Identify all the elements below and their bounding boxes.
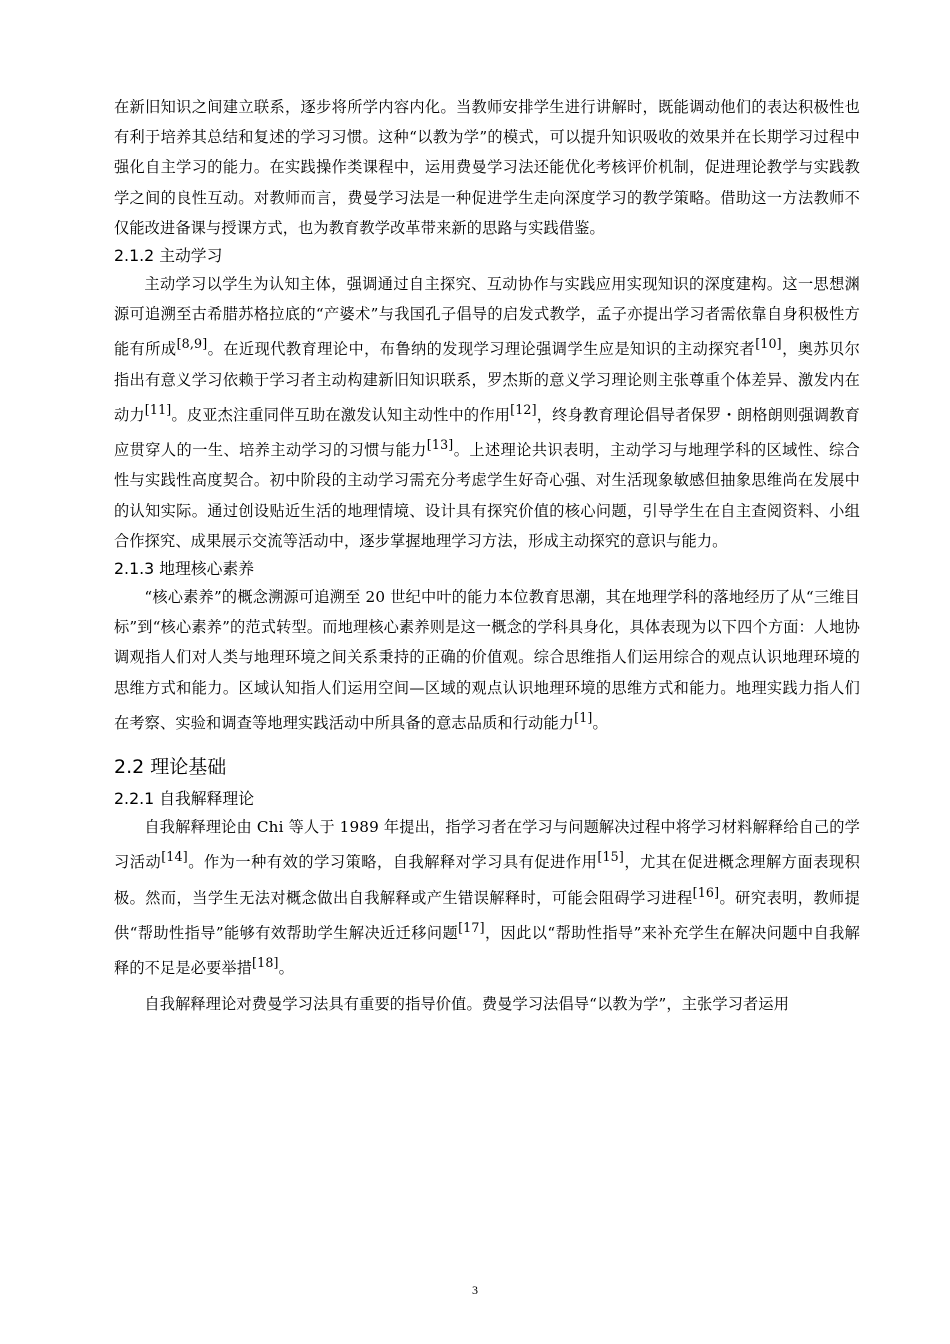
- text-run: ，奥苏贝尔指出有意义学习依赖于学习者主动构建新旧知识联系，罗杰斯的意义学习理论则主张尊重个体差异、激发内在动力: [114, 340, 861, 424]
- text-run: 主动学习以学生为认知主体，强调通过自主探究、互动协作与实践应用实现知识的深度建构。这一思想渊源可追溯至古希腊苏格拉底的“产婆术”与我国孔子倡导的启发式教学，孟子亦提出学习者需依靠自身积极性方能有所成: [114, 275, 860, 359]
- citation-ref: [10]: [755, 336, 782, 352]
- section-heading-2-1-3: 2.1.3 地理核心素养: [114, 559, 254, 579]
- text-run: 。作为一种有效的学习策略，自我解释对学习具有促进作用: [187, 853, 598, 872]
- body-paragraph: [114, 582, 860, 738]
- citation-ref: [12]: [510, 401, 537, 417]
- citation-ref: [1]: [574, 709, 593, 725]
- citation-ref: [17]: [458, 919, 485, 935]
- text-run: ，尤其在促进概念理解方面表现积极。然而，当学生无法对概念做出自我解释或产生错误解释时，可能会阻碍学习进程: [114, 853, 860, 907]
- text-run: 。: [592, 713, 608, 732]
- body-paragraph: 自我解释理论对费曼学习法具有重要的指导价值。费曼学习法倡导“以教为学”，主张学习者运用: [144, 995, 790, 1014]
- text-run: ，因此以“帮助性指导”来补充学生在解决问题中自我解释的不足是必要举措: [114, 923, 860, 978]
- text-run: ，终身教育理论倡导者保罗・朗格朗则强调教育应贯穿人的一生、培养主动学习的习惯与能力: [114, 405, 860, 460]
- section-heading-2-1-2: 2.1.2 主动学习: [114, 246, 223, 266]
- page-number: 3: [472, 1283, 478, 1297]
- text-run: 。皮亚杰注重同伴互助在激发认知主动性中的作用: [171, 405, 511, 424]
- citation-ref: [13]: [426, 437, 454, 453]
- citation-ref: [11]: [144, 401, 172, 417]
- text-run: 。上述理论共识表明，主动学习与地理学科的区域性、综合性与实践性高度契合。初中阶段的主动学习需充分考虑学生好奇心强、对生活现象敏感但抽象思维尚在发展中的认知实际。通过创设贴近生活的地理情境、设计具有探究价值的核心问题，引导学生在自主查阅资料、小组合作探究、成果展示交流等活动中，逐步掌握地理学习方法，形成主动探究的意识与能力。: [114, 441, 861, 550]
- body-paragraph: 在新旧知识之间建立联系，逐步将所学内容内化。当教师安排学生进行讲解时，既能调动他们的表达积极性也有利于培养其总结和复述的学习习惯。这种“以教为学”的模式，可以提升知识吸收的效果并在长期学习过程中强化自主学习的能力。在实践操作类课程中，运用费曼学习法还能优化考核评价机制，促进理论教学与实践教学之间的良性互动。对教师而言，费曼学习法是一种促进学生走向深度学习的教学策略。借助这一方法教师不仅能改进备课与授课方式，也为教育教学改革带来新的思路与实践借鉴。: [114, 98, 860, 237]
- text-run: 自我解释理论由 Chi 等人于 1989 年提出，指学习者在学习与问题解决过程中将学习材料解释给自己的学习活动: [114, 818, 860, 872]
- citation-ref: [8,9]: [176, 336, 208, 352]
- text-run: 。在近现代教育理论中，布鲁纳的发现学习理论强调学生应是知识的主动探究者: [207, 340, 756, 359]
- section-heading-2-2: 2.2 理论基础: [114, 756, 227, 779]
- body-paragraph: [114, 812, 860, 983]
- document-page: [114, 92, 860, 1302]
- text-run: “核心素养”的概念溯源可追溯至 20 世纪中叶的能力本位教育思潮，其在地理学科的落地经历了从“三维目标”到“核心素养”的范式转型。而地理核心素养则是这一概念的学科具身化，具体表现为以下四个方面：人地协调观指人们对人类与地理环境之间关系秉持的正确的价值观。综合思维指人们运用综合的观点认识地理环境的思维方式和能力。区域认知指人们运用空间—区域的观点认识地理环境的思维方式和能力。地理实践力指人们在考察、实验和调查等地理实践活动中所具备的意志品质和行动能力: [114, 588, 860, 732]
- text-run: 。研究表明，教师提供“帮助性指导”能够有效帮助学生解决近迁移问题: [114, 888, 860, 942]
- citation-ref: [18]: [252, 955, 279, 971]
- citation-ref: [14]: [161, 849, 188, 865]
- section-heading-2-2-1: 2.2.1 自我解释理论: [114, 789, 254, 809]
- citation-ref: [15]: [597, 849, 624, 865]
- text-run: 。: [278, 959, 294, 978]
- citation-ref: [16]: [692, 884, 720, 900]
- body-paragraph: [114, 269, 860, 556]
